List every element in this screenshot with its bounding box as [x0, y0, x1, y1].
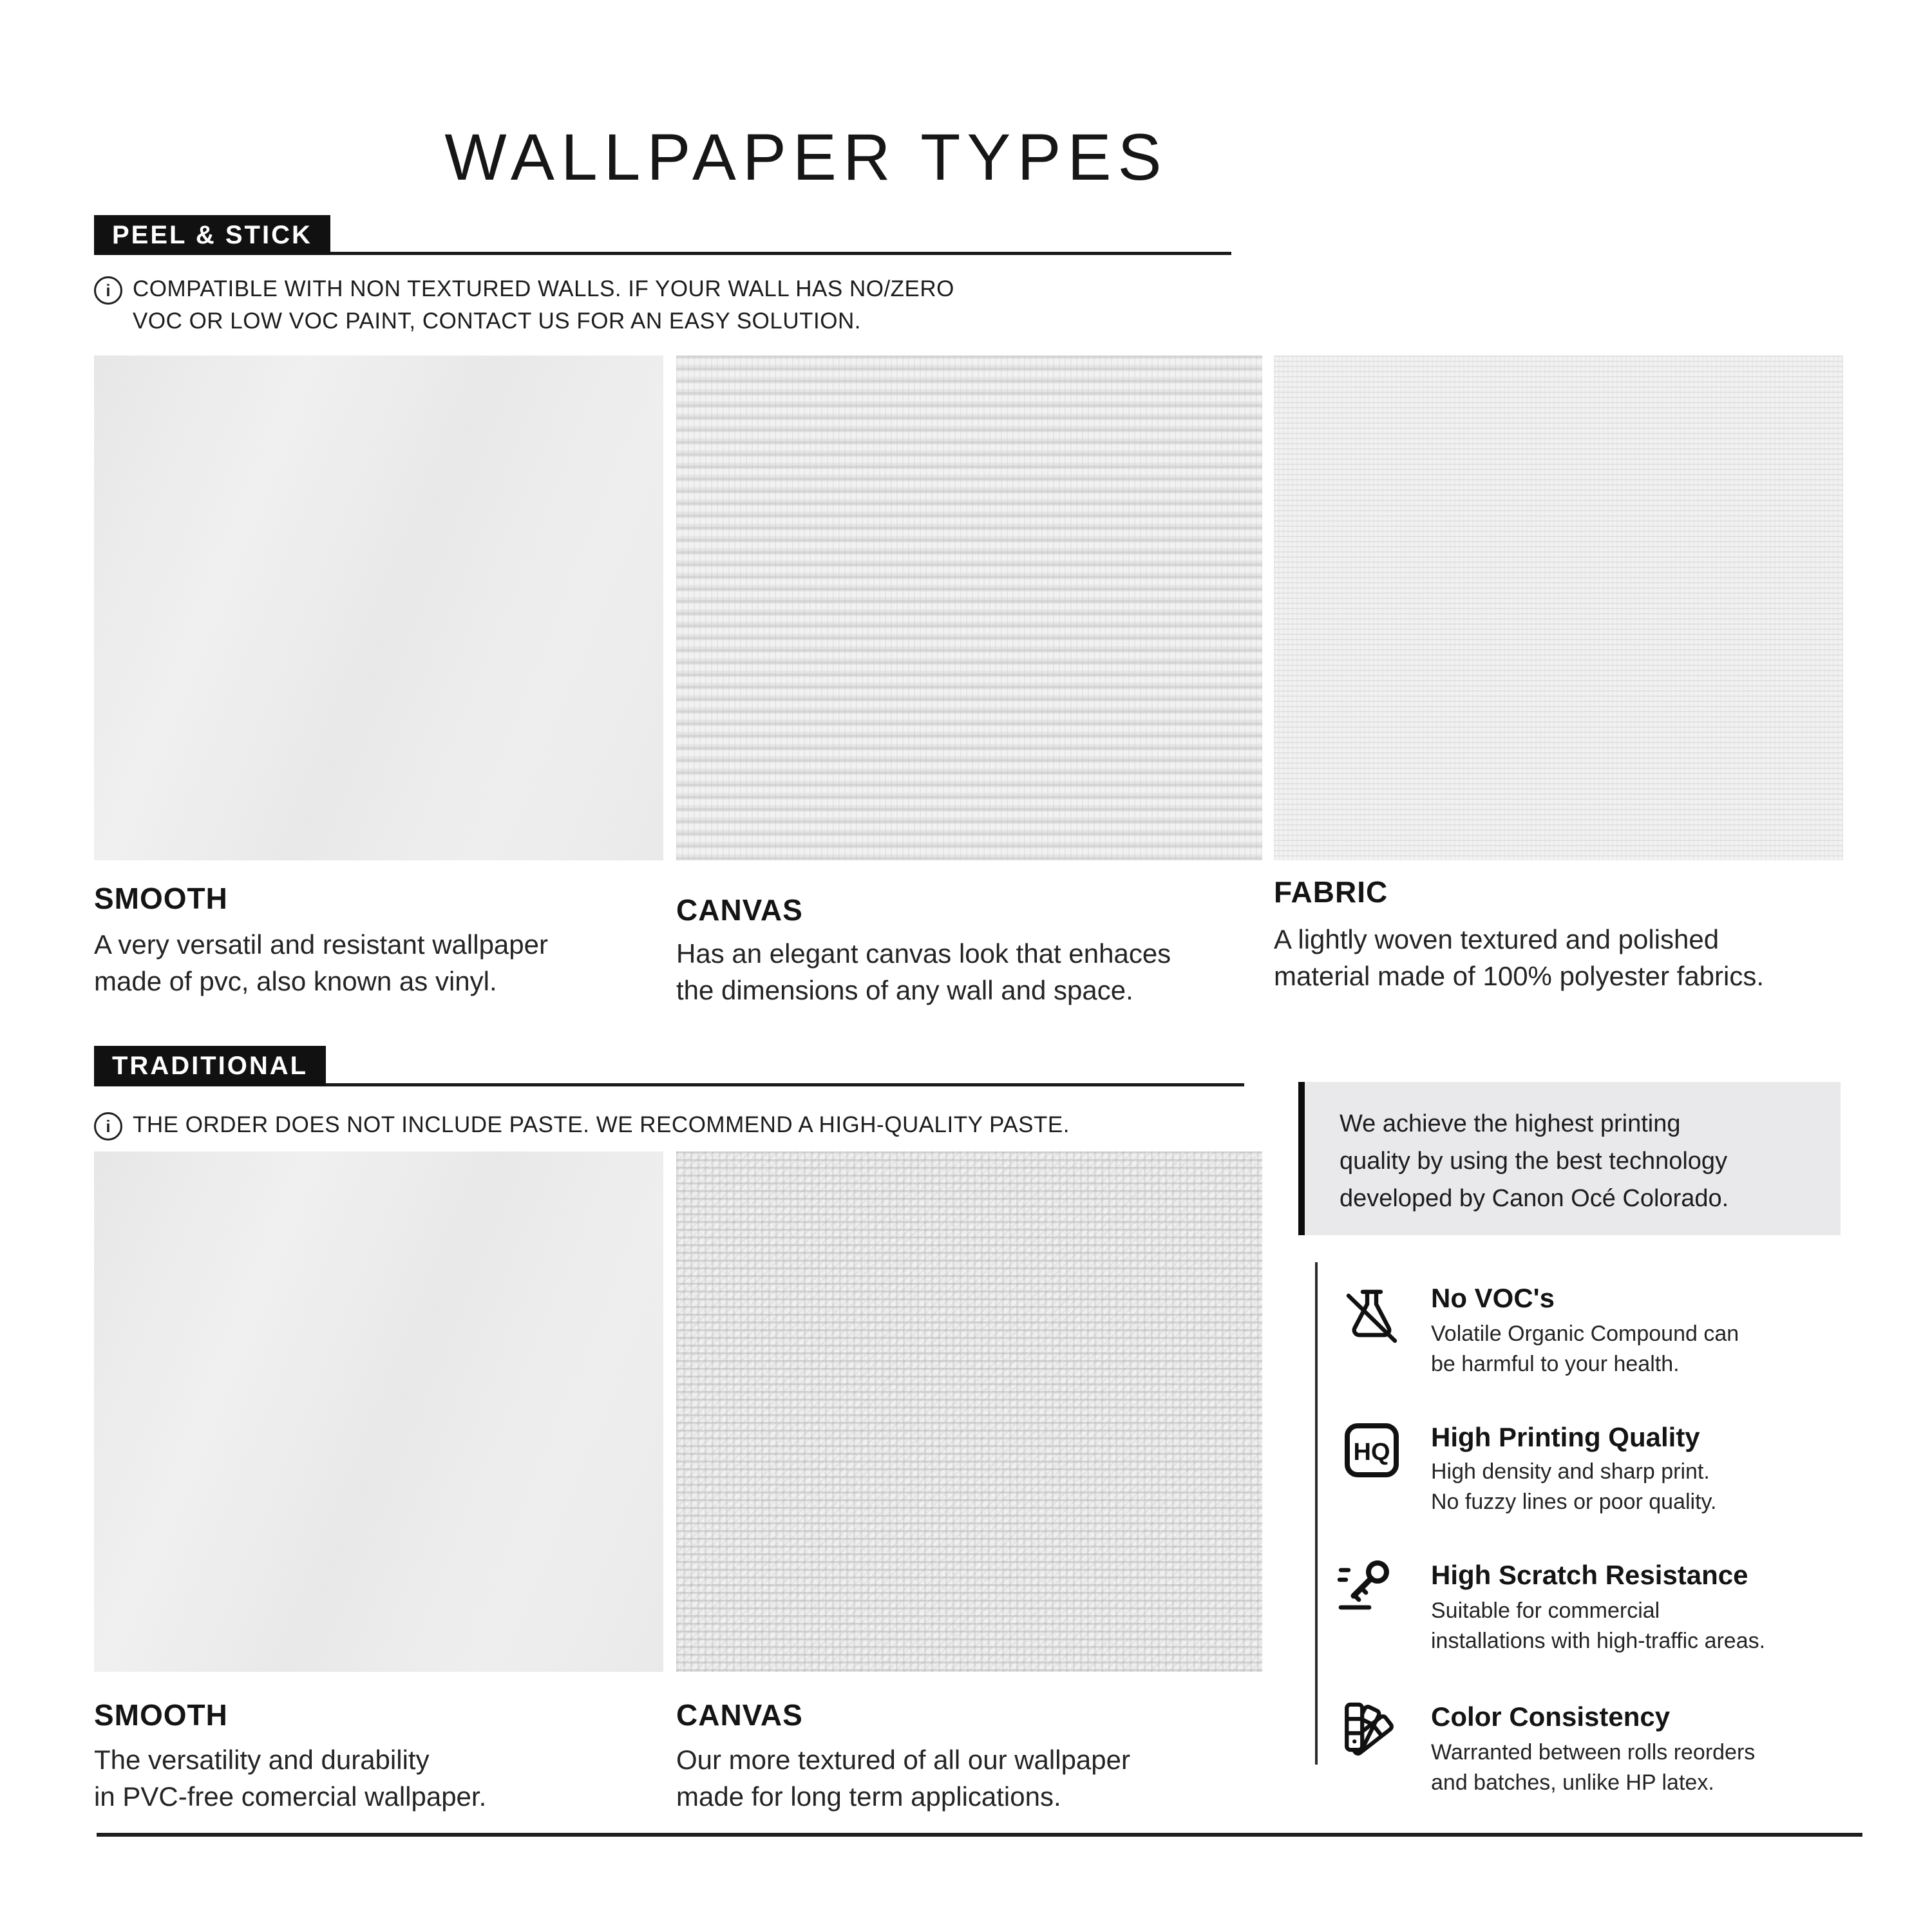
desc-line: Our more textured of all our wallpaper: [676, 1745, 1130, 1775]
swatch-title-smooth: SMOOTH: [94, 882, 228, 915]
swatch-desc-canvas: [676, 935, 1171, 1009]
swatch-peel-stick-smooth: [94, 355, 663, 860]
swatch-peel-stick-canvas: [676, 355, 1262, 860]
texture-noise: [94, 1151, 663, 1672]
desc-line: Suitable for commercial: [1431, 1598, 1660, 1623]
desc-line: made for long term applications.: [676, 1781, 1061, 1812]
callout-line: developed by Canon Océ Colorado.: [1340, 1185, 1729, 1212]
desc-line: Warranted between rolls reorders: [1431, 1740, 1756, 1765]
info-icon: i: [94, 1112, 122, 1141]
texture-noise: [676, 1151, 1262, 1672]
swatch-peel-stick-fabric: [1274, 355, 1843, 860]
page-title: WALLPAPER TYPES: [444, 120, 1168, 194]
desc-line: Has an elegant canvas look that enhaces: [676, 938, 1171, 969]
swatch-title-fabric: FABRIC: [1274, 875, 1388, 909]
footer-divider: [97, 1833, 1862, 1837]
desc-line: High density and sharp print.: [1431, 1459, 1710, 1484]
feature-title-no-voc: No VOC's: [1431, 1283, 1555, 1313]
texture-noise: [676, 355, 1262, 860]
desc-line: installations with high-traffic areas.: [1431, 1629, 1766, 1653]
swatch-desc-fabric: [1274, 921, 1764, 994]
desc-line: Volatile Organic Compound can: [1431, 1321, 1739, 1346]
callout-line: quality by using the best technology: [1340, 1148, 1728, 1175]
desc-line: be harmful to your health.: [1431, 1352, 1680, 1376]
feature-title-high-printing-quality: High Printing Quality: [1431, 1422, 1700, 1452]
callout-line: We achieve the highest printing: [1340, 1110, 1681, 1137]
desc-line: The versatility and durability: [94, 1745, 430, 1775]
feature-desc-color-consistency: [1431, 1738, 1755, 1798]
desc-line: A lightly woven textured and polished: [1274, 924, 1719, 954]
feature-title-high-scratch-resistance: High Scratch Resistance: [1431, 1560, 1748, 1590]
desc-line: and batches, unlike HP latex.: [1431, 1770, 1714, 1795]
desc-line: No fuzzy lines or poor quality.: [1431, 1490, 1717, 1514]
note-line: COMPATIBLE WITH NON TEXTURED WALLS. IF YOUR WALL HAS NO/ZERO: [133, 276, 954, 301]
no-voc-flask-icon: [1341, 1284, 1403, 1346]
info-icon: i: [94, 276, 122, 305]
desc-line: the dimensions of any wall and space.: [676, 975, 1133, 1005]
feature-desc-high-printing-quality: [1431, 1457, 1716, 1517]
scratch-key-icon: [1336, 1555, 1397, 1616]
feature-title-color-consistency: Color Consistency: [1431, 1701, 1671, 1732]
note-line: VOC OR LOW VOC PAINT, CONTACT US FOR AN EASY SOLUTION.: [133, 308, 861, 334]
desc-line: material made of 100% polyester fabrics.: [1274, 961, 1765, 991]
sidebar-divider: [1315, 1262, 1318, 1765]
peel-stick-note: [94, 273, 954, 337]
swatch-desc-smooth-traditional: [94, 1741, 486, 1815]
color-swatches-icon: [1341, 1696, 1403, 1758]
peel-stick-note-text: [133, 273, 954, 337]
swatch-desc-canvas-traditional: [676, 1741, 1130, 1815]
feature-desc-high-scratch-resistance: [1431, 1596, 1765, 1656]
feature-desc-no-voc: [1431, 1319, 1739, 1379]
swatch-desc-smooth: [94, 926, 548, 999]
hq-badge-icon: [1341, 1419, 1403, 1481]
traditional-note-text: [133, 1109, 1070, 1141]
swatch-title-canvas-traditional: CANVAS: [676, 1698, 803, 1732]
desc-line: made of pvc, also known as vinyl.: [94, 966, 497, 996]
section-label-traditional: TRADITIONAL: [94, 1046, 326, 1086]
swatch-traditional-canvas: [676, 1151, 1262, 1672]
section-label-peel-stick: PEEL & STICK: [94, 215, 330, 255]
traditional-note: [94, 1109, 1070, 1141]
swatch-title-smooth-traditional: SMOOTH: [94, 1698, 228, 1732]
texture-noise: [1274, 355, 1843, 860]
desc-line: in PVC-free comercial wallpaper.: [94, 1781, 487, 1812]
printing-quality-callout: [1298, 1082, 1841, 1235]
svg-text:HQ: HQ: [1353, 1439, 1390, 1466]
swatch-traditional-smooth: [94, 1151, 663, 1672]
note-line: THE ORDER DOES NOT INCLUDE PASTE. WE RECOMMEND A HIGH-QUALITY PASTE.: [133, 1112, 1070, 1137]
desc-line: A very versatil and resistant wallpaper: [94, 929, 548, 960]
texture-noise: [94, 355, 663, 860]
swatch-title-canvas: CANVAS: [676, 893, 803, 927]
